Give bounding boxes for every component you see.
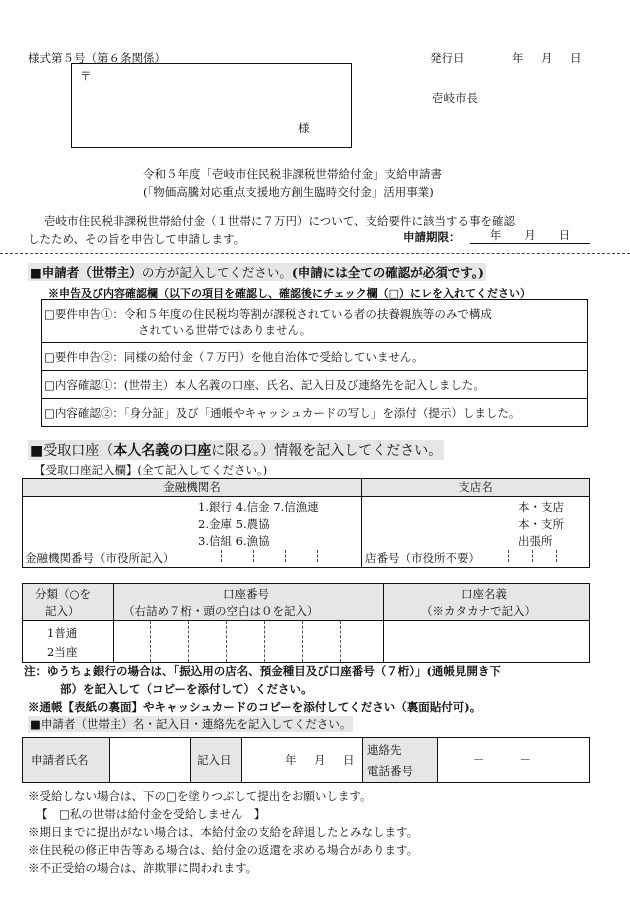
check-item-3[interactable] <box>41 370 588 399</box>
branch-code-label: 店番号（市役所不要） <box>365 551 480 565</box>
issuer: 壱岐市長 <box>432 91 478 105</box>
bank-type-3: 3.信組 6.漁協 <box>198 534 270 548</box>
check-item-1[interactable] <box>41 299 588 343</box>
contact-label-1: 連絡先 <box>367 743 402 757</box>
contact-label-2: 電話番号 <box>367 764 413 778</box>
section2-heading <box>28 440 444 460</box>
date-blank: 年 月 日 <box>285 753 358 767</box>
date-label: 記入日 <box>197 753 232 767</box>
note1-line2: 部）を記入して（コピーを添付して）ください。 <box>60 682 313 696</box>
account-number-field[interactable] <box>114 621 382 662</box>
bank-name-header: 金融機関名 <box>23 479 362 497</box>
section1-heading-a: ■申請者（世帯主） <box>30 265 142 280</box>
deadline-field[interactable]: 年 月 日 <box>470 227 590 244</box>
name-label: 申請者氏名 <box>31 753 89 767</box>
form-number: 様式第５号（第６条関係） <box>28 51 166 65</box>
applicant-name-field[interactable] <box>110 738 191 782</box>
class-option-2[interactable]: 2当座 <box>47 645 78 659</box>
check-item-2-line1: □要件申告②：同様の給付金（７万円）を他自治体で受給していません。 <box>44 350 424 364</box>
issue-date-blank: 年 月 日 <box>512 51 585 65</box>
address-box[interactable] <box>71 63 352 148</box>
section3-heading: ■申請者（世帯主）名・記入日・連絡先を記入してください。 <box>30 717 352 731</box>
section1-heading-b: の方が記入してください。 <box>141 265 292 280</box>
addressee-suffix: 様 <box>298 121 310 135</box>
footer-line1: ※受給しない場合は、下の□を塗りつぶして提出をお願いします。 <box>28 789 372 803</box>
class-header-1: 分類（○を <box>35 587 92 601</box>
footer-line5: ※不正受給の場合は、詐欺罪に問われます。 <box>28 861 258 875</box>
account-holder-field[interactable] <box>384 621 589 662</box>
note1-line1: 注：ゆうちょ銀行の場合は、「振込用の店名、預金種目及び口座番号（７桁）」(通帳見開き下 <box>24 664 501 678</box>
check-item-4[interactable] <box>41 398 588 427</box>
postal-mark: 〒 <box>80 69 92 83</box>
section2-sub: 【受取口座記入欄】(全て記入してください。) <box>34 463 268 477</box>
note2: ※通帳【表紙の裏面】やキャッシュカードのコピーを添付してください（裏面貼付可)。 <box>28 700 482 714</box>
check-item-1-line2: されている世帯ではありません。 <box>138 323 312 337</box>
holder-header-2: （※カタカナで記入） <box>421 604 536 618</box>
class-header-2: 記入） <box>45 604 80 618</box>
footer-line4: ※住民税の修正申告等ある場合は、給付金の返還を求める場合があります。 <box>28 843 419 857</box>
deadline-label: 申請期限： <box>403 230 461 244</box>
section1-subheading: ※申告及び内容確認欄（以下の項目を確認し、確認後にチェック欄（□）にレを入れてください） <box>48 287 532 300</box>
branch-type-2: 本・支所 <box>518 517 564 531</box>
section2-heading-a: ■受取口座（ <box>30 443 114 459</box>
phone-blank: － － <box>473 753 535 767</box>
account-header-2: （右詰め７桁・頭の空白は０を記入） <box>123 604 319 618</box>
intro-line2: したため、その旨を申告して申請します。 <box>28 232 246 246</box>
branch-name-header: 支店名 <box>362 479 589 497</box>
branch-code-field[interactable] <box>508 550 558 565</box>
branch-type-3: 出張所 <box>518 534 553 548</box>
account-header-1: 口座番号 <box>223 587 269 601</box>
branch-type-1: 本・支店 <box>518 500 564 514</box>
account-table <box>22 583 590 663</box>
section2-heading-c: に限る。）情報を記入してください。 <box>211 443 443 459</box>
section1-heading <box>28 263 486 281</box>
class-option-1[interactable]: 1普通 <box>47 626 78 640</box>
applicant-table <box>22 737 590 783</box>
bank-code-field[interactable] <box>221 550 319 565</box>
bank-table <box>22 478 590 568</box>
title-line2: (「物価高騰対応重点支援地方創生臨時交付金」活用事業) <box>143 185 434 199</box>
check-item-4-line1: □内容確認②：「身分証」及び「通帳やキャッシュカードの写し」を添付（提示）しました。 <box>44 406 521 420</box>
section2-heading-b: 本人名義の口座 <box>113 443 212 459</box>
section1-heading-c: (申請には全ての確認が必須です。) <box>291 265 484 280</box>
check-item-3-line1: □内容確認①：(世帯主）本人名義の口座、氏名、記入日及び連絡先を記入しました。 <box>44 378 485 392</box>
intro-line1: 壱岐市住民税非課税世帯給付金（１世帯に７万円）について、支給要件に該当する事を確認 <box>44 214 516 228</box>
issue-date-label: 発行日 <box>430 51 465 65</box>
check-item-1-line1: □要件申告①：令和５年度の住民税均等割が課税されている者の扶養親族等のみで構成 <box>44 307 492 321</box>
check-item-2[interactable] <box>41 342 588 371</box>
bank-code-label: 金融機関番号（市役所記入） <box>25 551 175 565</box>
separator <box>0 253 630 254</box>
footer-line3: ※期日までに提出がない場合は、本給付金の支給を辞退したとみなします。 <box>28 825 419 839</box>
decline-checkbox[interactable]: 【 □私の世帯は給付金を受給しません 】 <box>36 807 266 821</box>
bank-type-2: 2.金庫 5.農協 <box>198 517 270 531</box>
bank-type-1: 1.銀行 4.信金 7.信漁連 <box>198 500 319 514</box>
holder-header-1: 口座名義 <box>461 587 507 601</box>
title-line1: 令和５年度「壱岐市住民税非課税世帯給付金」支給申請書 <box>143 167 442 181</box>
